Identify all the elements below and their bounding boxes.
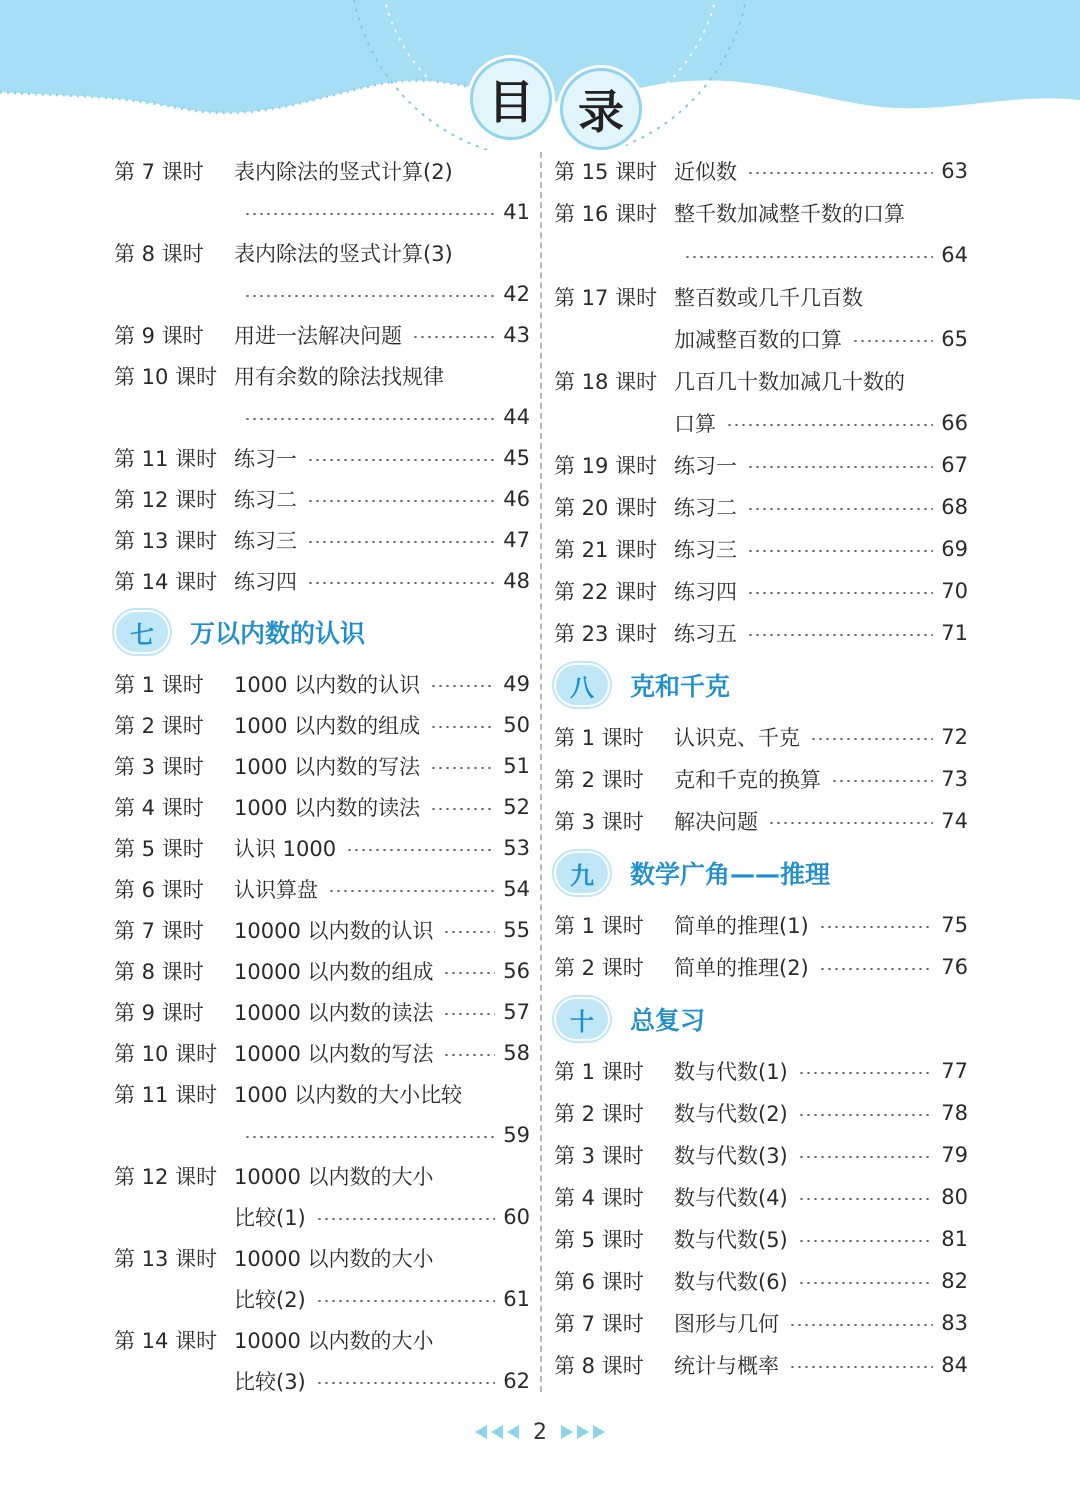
lesson-label: 第 10 课时 xyxy=(114,364,218,389)
toc-entry[interactable] xyxy=(554,1218,968,1260)
lesson-label: 第 7 课时 xyxy=(114,159,204,184)
lesson-label: 第 1 课时 xyxy=(554,1060,644,1084)
dot-leader xyxy=(747,550,933,552)
dot-leader xyxy=(430,767,495,769)
page-ref: 77 xyxy=(941,1059,968,1083)
lesson-title: 练习五 xyxy=(674,622,737,646)
lesson-label: 第 9 课时 xyxy=(114,1000,204,1025)
toc-entry[interactable] xyxy=(554,150,968,192)
page-number: 2 xyxy=(533,1419,547,1445)
dot-leader xyxy=(328,890,495,892)
lesson-title: 数与代数(5) xyxy=(674,1228,788,1252)
lesson-label: 第 12 课时 xyxy=(114,1164,218,1189)
unit-title: 万以内数的认识 xyxy=(190,619,366,648)
toc-entry[interactable] xyxy=(114,560,530,601)
page-ref: 60 xyxy=(503,1204,530,1229)
page-ref: 83 xyxy=(941,1311,968,1335)
toc-entry[interactable] xyxy=(554,1302,968,1344)
toc-entry[interactable] xyxy=(114,1155,530,1237)
toc-entry[interactable] xyxy=(114,232,530,314)
page-ref: 59 xyxy=(503,1122,530,1147)
page-ref: 76 xyxy=(941,955,968,979)
lesson-label: 第 10 课时 xyxy=(114,1041,218,1066)
page-ref: 42 xyxy=(503,281,530,306)
toc-entry[interactable] xyxy=(114,909,530,950)
toc-entry[interactable] xyxy=(554,946,968,988)
prev-arrows-icon xyxy=(475,1425,519,1439)
page-ref: 63 xyxy=(941,159,968,183)
title-char-2: 录 xyxy=(560,68,642,150)
lesson-title-cont: 比较(2) xyxy=(234,1287,306,1312)
page-ref: 81 xyxy=(941,1227,968,1251)
lesson-label: 第 17 课时 xyxy=(554,286,658,310)
lesson-title: 练习二 xyxy=(674,496,737,520)
toc-entry[interactable] xyxy=(114,950,530,991)
page-ref: 56 xyxy=(503,958,530,983)
lesson-title: 练习一 xyxy=(674,454,737,478)
lesson-title: 10000 以内数的组成 xyxy=(234,959,434,984)
lesson-label: 第 9 课时 xyxy=(114,323,204,348)
lesson-title: 数与代数(2) xyxy=(674,1102,788,1126)
lesson-title: 数与代数(6) xyxy=(674,1270,788,1294)
lesson-title: 几百几十数加减几十数的 xyxy=(674,370,905,394)
lesson-label: 第 4 课时 xyxy=(554,1186,644,1210)
dot-leader xyxy=(430,808,495,810)
lesson-label: 第 15 课时 xyxy=(554,160,658,184)
lesson-title: 10000 以内数的大小 xyxy=(234,1164,434,1189)
page-ref: 70 xyxy=(941,579,968,603)
toc-entry[interactable] xyxy=(554,192,968,276)
toc-entry[interactable] xyxy=(554,1050,968,1092)
lesson-label: 第 20 课时 xyxy=(554,496,658,520)
toc-entry[interactable] xyxy=(554,612,968,654)
page-ref: 71 xyxy=(941,621,968,645)
lesson-title: 解决问题 xyxy=(674,810,758,834)
toc-right-column xyxy=(554,150,968,1386)
page-ref: 43 xyxy=(503,322,530,347)
page-ref: 53 xyxy=(503,835,530,860)
unit-title: 总复习 xyxy=(630,1006,706,1035)
lesson-title: 简单的推理(2) xyxy=(674,956,809,980)
toc-entry[interactable] xyxy=(554,1260,968,1302)
dot-leader xyxy=(747,466,933,468)
toc-entry[interactable] xyxy=(554,1092,968,1134)
toc-entry[interactable] xyxy=(114,786,530,827)
page-ref: 75 xyxy=(941,913,968,937)
lesson-title-cont: 口算 xyxy=(674,412,716,436)
page-ref: 80 xyxy=(941,1185,968,1209)
lesson-label: 第 7 课时 xyxy=(114,918,204,943)
dot-leader xyxy=(798,1282,934,1284)
page-ref: 46 xyxy=(503,486,530,511)
dot-leader xyxy=(244,295,495,297)
unit-number-badge: 八 xyxy=(554,663,610,707)
lesson-label: 第 6 课时 xyxy=(114,877,204,902)
toc-entry[interactable] xyxy=(554,360,968,444)
lesson-title: 认识克、千克 xyxy=(674,726,800,750)
toc-left-column xyxy=(114,150,530,1401)
toc-entry[interactable] xyxy=(554,758,968,800)
page-ref: 79 xyxy=(941,1143,968,1167)
page-ref: 73 xyxy=(941,767,968,791)
lesson-label: 第 23 课时 xyxy=(554,622,658,646)
title-char-1: 目 xyxy=(470,58,552,140)
page-ref: 78 xyxy=(941,1101,968,1125)
toc-entry[interactable] xyxy=(554,904,968,946)
dot-leader xyxy=(307,541,495,543)
lesson-label: 第 11 课时 xyxy=(114,446,218,471)
lesson-title: 认识算盘 xyxy=(234,877,318,902)
lesson-title: 10000 以内数的认识 xyxy=(234,918,434,943)
lesson-label: 第 3 课时 xyxy=(554,810,644,834)
page-ref: 62 xyxy=(503,1368,530,1393)
dot-leader xyxy=(346,849,495,851)
page-ref: 72 xyxy=(941,725,968,749)
toc-entry[interactable] xyxy=(114,1319,530,1401)
dot-leader xyxy=(307,582,495,584)
toc-entry[interactable] xyxy=(114,519,530,560)
dot-leader xyxy=(798,1240,934,1242)
lesson-label: 第 5 课时 xyxy=(554,1228,644,1252)
page-ref: 64 xyxy=(941,243,968,267)
lesson-title: 练习一 xyxy=(234,446,297,471)
toc-entry[interactable] xyxy=(114,827,530,868)
lesson-label: 第 1 课时 xyxy=(554,726,644,750)
page-ref: 57 xyxy=(503,999,530,1024)
lesson-title: 整百数或几千几百数 xyxy=(674,286,863,310)
lesson-title: 简单的推理(1) xyxy=(674,914,809,938)
lesson-title: 练习三 xyxy=(674,538,737,562)
page-ref: 74 xyxy=(941,809,968,833)
page-ref: 82 xyxy=(941,1269,968,1293)
toc-entry[interactable] xyxy=(114,1073,530,1155)
toc-entry[interactable] xyxy=(554,444,968,486)
lesson-title-cont: 比较(1) xyxy=(234,1205,306,1230)
lesson-title: 克和千克的换算 xyxy=(674,768,821,792)
lesson-title: 表内除法的竖式计算(2) xyxy=(234,159,453,184)
page-ref: 54 xyxy=(503,876,530,901)
page-ref: 61 xyxy=(503,1286,530,1311)
dot-leader xyxy=(244,1136,495,1138)
lesson-label: 第 18 课时 xyxy=(554,370,658,394)
unit-title: 克和千克 xyxy=(630,672,731,701)
lesson-title: 练习三 xyxy=(234,528,297,553)
dot-leader xyxy=(819,926,934,928)
dot-leader xyxy=(852,340,933,342)
page-footer xyxy=(0,1414,1080,1450)
toc-entry[interactable] xyxy=(114,1032,530,1073)
lesson-title: 练习二 xyxy=(234,487,297,512)
dot-leader xyxy=(798,1114,934,1116)
lesson-label: 第 2 课时 xyxy=(114,713,204,738)
page-ref: 50 xyxy=(503,712,530,737)
toc-entry[interactable] xyxy=(114,663,530,704)
unit-heading xyxy=(114,603,530,661)
lesson-title: 数与代数(3) xyxy=(674,1144,788,1168)
unit-number-badge: 七 xyxy=(114,610,170,654)
dot-leader xyxy=(789,1324,933,1326)
lesson-title: 用有余数的除法找规律 xyxy=(234,364,444,389)
toc-entry[interactable] xyxy=(114,478,530,519)
lesson-title-cont: 加减整百数的口算 xyxy=(674,328,842,352)
unit-heading xyxy=(554,656,968,714)
page-ref: 45 xyxy=(503,445,530,470)
lesson-label: 第 2 课时 xyxy=(554,956,644,980)
lesson-title-cont: 比较(3) xyxy=(234,1369,306,1394)
dot-leader xyxy=(747,172,933,174)
page-ref: 44 xyxy=(503,404,530,429)
lesson-title: 1000 以内数的大小比较 xyxy=(234,1082,463,1107)
lesson-label: 第 3 课时 xyxy=(554,1144,644,1168)
dot-leader xyxy=(747,508,933,510)
page-ref: 41 xyxy=(503,199,530,224)
toc-entry[interactable] xyxy=(114,150,530,232)
column-divider xyxy=(540,152,542,1392)
lesson-title: 数与代数(4) xyxy=(674,1186,788,1210)
page-ref: 48 xyxy=(503,568,530,593)
page-ref: 55 xyxy=(503,917,530,942)
dot-leader xyxy=(412,336,495,338)
lesson-label: 第 5 课时 xyxy=(114,836,204,861)
dot-leader xyxy=(316,1218,496,1220)
dot-leader xyxy=(244,213,495,215)
page-ref: 58 xyxy=(503,1040,530,1065)
toc-entry[interactable] xyxy=(114,991,530,1032)
page-ref: 65 xyxy=(941,327,968,351)
toc-entry[interactable] xyxy=(114,704,530,745)
toc-entry[interactable] xyxy=(554,570,968,612)
lesson-label: 第 2 课时 xyxy=(554,1102,644,1126)
lesson-label: 第 12 课时 xyxy=(114,487,218,512)
lesson-label: 第 1 课时 xyxy=(114,672,204,697)
lesson-label: 第 19 课时 xyxy=(554,454,658,478)
dot-leader xyxy=(443,1054,495,1056)
page-ref: 66 xyxy=(941,411,968,435)
lesson-label: 第 2 课时 xyxy=(554,768,644,792)
lesson-title: 练习四 xyxy=(674,580,737,604)
toc-entry[interactable] xyxy=(554,800,968,842)
lesson-label: 第 14 课时 xyxy=(114,569,218,594)
lesson-label: 第 22 课时 xyxy=(554,580,658,604)
dot-leader xyxy=(798,1198,934,1200)
lesson-label: 第 13 课时 xyxy=(114,1246,218,1271)
unit-title: 数学广角——推理 xyxy=(630,860,831,889)
lesson-title: 1000 以内数的读法 xyxy=(234,795,421,820)
lesson-label: 第 6 课时 xyxy=(554,1270,644,1294)
toc-entry[interactable] xyxy=(114,868,530,909)
dot-leader xyxy=(768,822,933,824)
lesson-title: 10000 以内数的写法 xyxy=(234,1041,434,1066)
toc-entry[interactable] xyxy=(114,745,530,786)
dot-leader xyxy=(810,738,933,740)
lesson-label: 第 11 课时 xyxy=(114,1082,218,1107)
toc-entry[interactable] xyxy=(554,528,968,570)
unit-heading xyxy=(554,990,968,1048)
lesson-label: 第 14 课时 xyxy=(114,1328,218,1353)
lesson-label: 第 21 课时 xyxy=(554,538,658,562)
dot-leader xyxy=(747,634,933,636)
dot-leader xyxy=(747,592,933,594)
dot-leader xyxy=(789,1366,933,1368)
toc-entry[interactable] xyxy=(114,355,530,437)
lesson-label: 第 13 课时 xyxy=(114,528,218,553)
dot-leader xyxy=(684,256,933,258)
lesson-title: 1000 以内数的组成 xyxy=(234,713,421,738)
header-banner xyxy=(0,0,1080,150)
dot-leader xyxy=(443,1013,495,1015)
lesson-title: 1000 以内数的认识 xyxy=(234,672,421,697)
toc-entry[interactable] xyxy=(554,1134,968,1176)
toc-entry[interactable] xyxy=(114,437,530,478)
dot-leader xyxy=(443,931,495,933)
lesson-title: 10000 以内数的读法 xyxy=(234,1000,434,1025)
lesson-label: 第 8 课时 xyxy=(114,241,204,266)
lesson-title: 数与代数(1) xyxy=(674,1060,788,1084)
lesson-title: 认识 1000 xyxy=(234,836,337,861)
lesson-title: 用进一法解决问题 xyxy=(234,323,402,348)
dot-leader xyxy=(244,418,495,420)
page-ref: 67 xyxy=(941,453,968,477)
page-ref: 68 xyxy=(941,495,968,519)
lesson-title: 表内除法的竖式计算(3) xyxy=(234,241,453,266)
lesson-title: 整千数加减整千数的口算 xyxy=(674,202,905,226)
toc-entry[interactable] xyxy=(554,716,968,758)
toc-entry[interactable] xyxy=(554,486,968,528)
page-ref: 52 xyxy=(503,794,530,819)
lesson-title: 1000 以内数的写法 xyxy=(234,754,421,779)
unit-number-badge: 十 xyxy=(554,997,610,1041)
lesson-title: 统计与概率 xyxy=(674,1354,779,1378)
lesson-label: 第 7 课时 xyxy=(554,1312,644,1336)
dot-leader xyxy=(831,780,933,782)
dot-leader xyxy=(316,1300,496,1302)
dot-leader xyxy=(430,685,495,687)
dot-leader xyxy=(798,1156,934,1158)
dot-leader xyxy=(798,1072,934,1074)
dot-leader xyxy=(443,972,495,974)
lesson-title: 练习四 xyxy=(234,569,297,594)
unit-number-badge: 九 xyxy=(554,851,610,895)
dot-leader xyxy=(726,424,933,426)
dot-leader xyxy=(307,500,495,502)
lesson-label: 第 16 课时 xyxy=(554,202,658,226)
toc-entry[interactable] xyxy=(554,1344,968,1386)
page-ref: 47 xyxy=(503,527,530,552)
toc-entry[interactable] xyxy=(554,276,968,360)
lesson-label: 第 8 课时 xyxy=(554,1354,644,1378)
unit-heading xyxy=(554,844,968,902)
lesson-label: 第 8 课时 xyxy=(114,959,204,984)
page-ref: 84 xyxy=(941,1353,968,1377)
toc-entry[interactable] xyxy=(114,314,530,355)
lesson-label: 第 4 课时 xyxy=(114,795,204,820)
lesson-title: 10000 以内数的大小 xyxy=(234,1246,434,1271)
dot-leader xyxy=(430,726,495,728)
page-ref: 49 xyxy=(503,671,530,696)
toc-entry[interactable] xyxy=(554,1176,968,1218)
lesson-label: 第 1 课时 xyxy=(554,914,644,938)
lesson-title: 近似数 xyxy=(674,160,737,184)
dot-leader xyxy=(819,968,934,970)
lesson-label: 第 3 课时 xyxy=(114,754,204,779)
lesson-title: 图形与几何 xyxy=(674,1312,779,1336)
next-arrows-icon xyxy=(561,1425,605,1439)
dot-leader xyxy=(307,459,495,461)
dot-leader xyxy=(316,1382,496,1384)
page-ref: 69 xyxy=(941,537,968,561)
page-ref: 51 xyxy=(503,753,530,778)
lesson-title: 10000 以内数的大小 xyxy=(234,1328,434,1353)
toc-entry[interactable] xyxy=(114,1237,530,1319)
